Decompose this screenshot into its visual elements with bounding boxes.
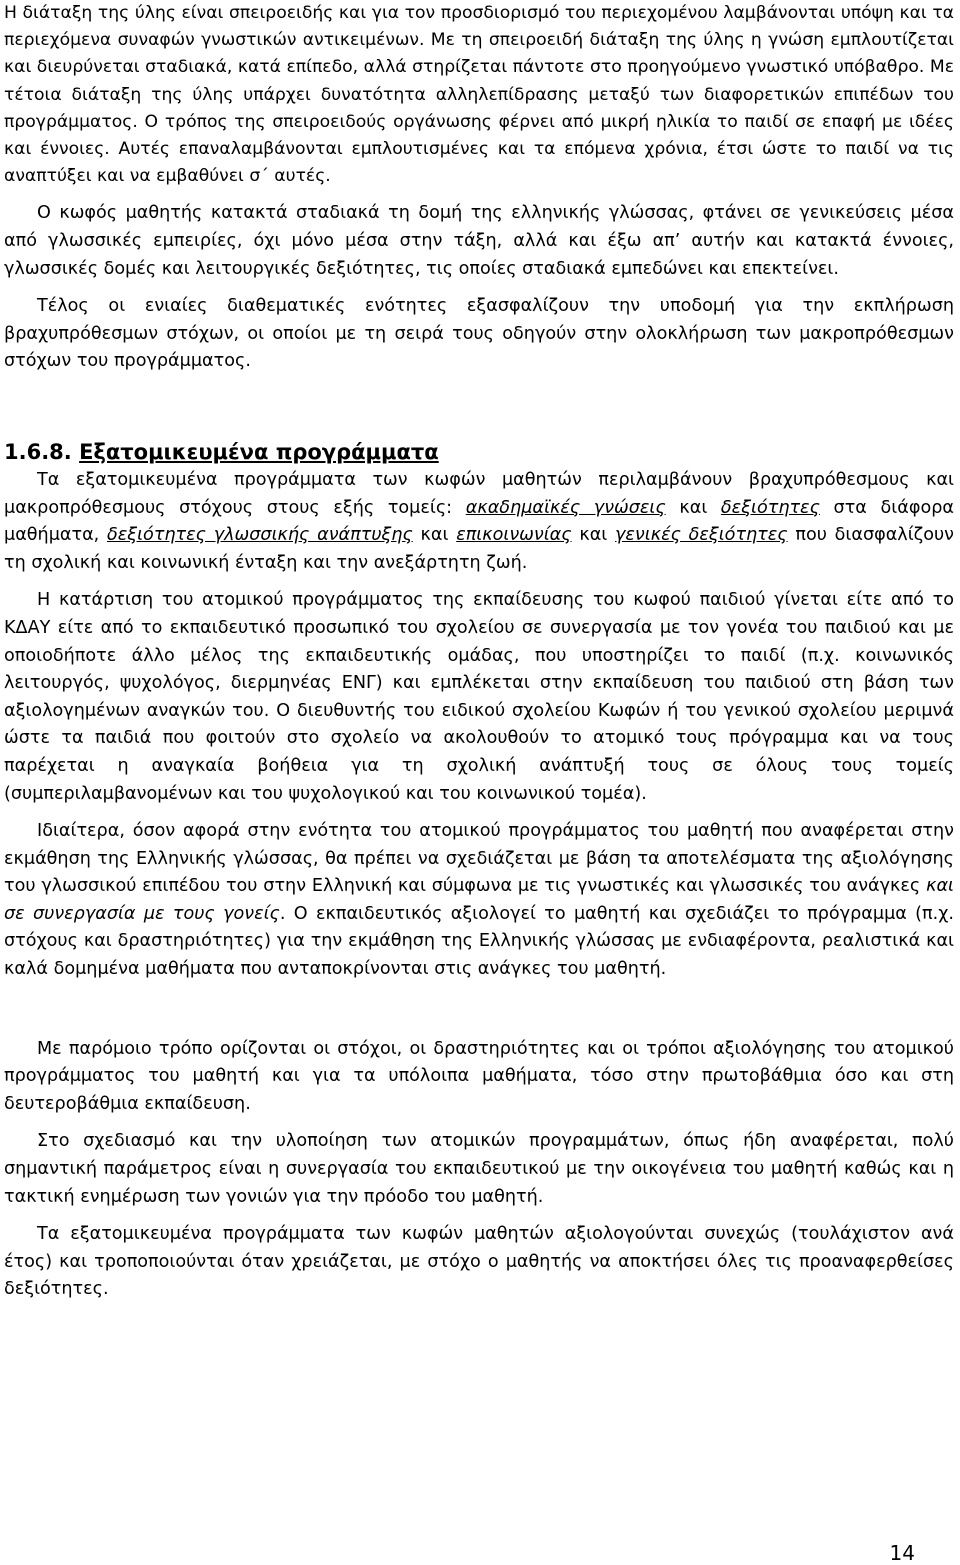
text-run: και (665, 497, 721, 518)
text-run: και (412, 525, 457, 546)
emphasis-academic-knowledge: ακαδημαϊκές γνώσεις (465, 497, 666, 518)
paragraph-deaf-student-language: Ο κωφός μαθητής κατακτά σταδιακά τη δομή της ελληνικής γλώσσας, φτάνει σε γενικεύσεις μέσα από γλωσσικές εμπειρίες, όχι μόνο μέσα στην τάξη, αλλά και έξω απ’ αυτήν και κατακτά έννοιες, γλωσσικές δομές και λειτουργικές δεξιότητες, τις οποίες σταδιακά εμπεδώνει και επεκτείνει. (4, 203, 954, 279)
paragraph-spiral-structure: Η διάταξη της ύλης είναι σπειροειδής και για τον προσδιορισμό του περιεχομένου λαμβάνονται υπόψη και τα περιεχόμενα συναφών γνωστικών αντικειμένων. Με τη σπειροειδή διάταξη της ύλης η γνώση εμπλουτίζεται και διευρύνεται σταδιακά, κατά επίπεδο, αλλά στηρίζεται πάντοτε στο προηγούμενο γνωστικό υπόβαθρο. Με τέτοια διάταξη της ύλης υπάρχει δυνατότητα αλληλεπίδρασης μεταξύ των διαφορετικών επιπέδων του προγράμματος. Ο τρόπος της σπειροειδούς οργάνωσης φέρνει από μικρή ηλικία το παιδί σε επαφή με ιδέες και έννοιες. Αυτές επαναλαμβάνονται εμπλουτισμένες και τα επόμενα χρόνια, έτσι ώστε το παιδί να τις αναπτύξει και να εμβαθύνει σ΄ αυτές. (4, 3, 954, 187)
text-run: Ιδιαίτερα, όσον αφορά στην ενότητα του ατομικού προγράμματος του μαθητή που αναφέρεται στην εκμάθηση της Ελληνικής γλώσσας, θα πρέπει να σχεδιάζεται με βάση τα αποτελέσματα της αξιολόγησης του γλωσσικού επιπέδου του στην Ελληνική και σύμφωνα με τις γνωστικές και γλωσσικές του ανάγκες (4, 821, 954, 897)
section-title: Εξατομικευμένα προγράμματα (79, 439, 439, 464)
emphasis-language-skills: δεξιότητες γλωσσικής ανάπτυξης (107, 525, 413, 546)
paragraph-other-subjects: Με παρόμοιο τρόπο ορίζονται οι στόχοι, οι δραστηριότητες και οι τρόποι αξιολόγησης του ατομικού προγράμματος του μαθητή και για τα υπόλοιπα μαθήματα, τόσο στην πρωτοβάθμια όσο και στη δευτεροβάθμια εκπαίδευση. (4, 1038, 954, 1114)
paragraph-evaluation: Τα εξατομικευμένα προγράμματα των κωφών μαθητών αξιολογούνται συνεχώς (τουλάχιστον ανά έτος) και τροποποιούνται όταν χρειάζεται, με στόχο ο μαθητής να αποκτήσει όλες τις προαναφερθείσες δεξιότητες. (4, 1224, 954, 1300)
section-number: 1.6.8. (4, 439, 72, 464)
emphasis-parent-cooperation: και σε συνεργασία με τους γονείς (4, 876, 954, 924)
text-run: Τα εξατομικευμένα προγράμματα των κωφών μαθητών περιλαμβάνουν βραχυπρόθεσμους και μακροπρόθεσμους στόχους στους εξής τομείς: (4, 469, 954, 518)
page-number: 14 (889, 1541, 915, 1565)
paragraph-thematic-units: Τέλος οι ενιαίες διαθεματικές ενότητες εξασφαλίζουν την υποδομή για την εκπλήρωση βραχυπρόθεσμων στόχων, οι οποίοι με τη σειρά τους οδηγούν στην ολοκλήρωση των μακροπρόθεσμων στόχων του προγράμματος. (4, 296, 954, 372)
emphasis-skills: δεξιότητες (720, 497, 820, 518)
paragraph-family-cooperation: Στο σχεδιασμό και την υλοποίηση των ατομικών προγραμμάτων, όπως ήδη αναφέρεται, πολύ σημαντική παράμετρος είναι η συνεργασία του εκπαιδευτικού με την οικογένεια του μαθητή καθώς και η τακτική ενημέρωση των γονιών για την πρόοδο του μαθητή. (4, 1131, 954, 1207)
paragraph-individual-programs (4, 467, 954, 577)
emphasis-communication: επικοινωνίας (456, 525, 572, 546)
text-run: . Ο εκπαιδευτικός αξιολογεί το μαθητή και σχεδιάζει το πρόγραμμα (π.χ. στόχους και δραστηριότητες) για την εκμάθηση της Ελληνικής γλώσσας με ενδιαφέροντα, ρεαλιστικά και καλά δομημένα μαθήματα που ανταποκρίνονται στις ανάγκες του μαθητή. (4, 903, 954, 980)
document-page (4, 0, 954, 1304)
paragraph-program-preparation: Η κατάρτιση του ατομικού προγράμματος της εκπαίδευσης του κωφού παιδιού γίνεται είτε από το ΚΔΑΥ είτε από το εκπαιδευτικό προσωπικό του σχολείου σε συνεργασία με τον γονέα του παιδιού και με οποιοδήποτε άλλο μέλος της εκπαιδευτικής ομάδας, που υποστηρίζει το παιδί (π.χ. κοινωνικός λειτουργός, ψυχολόγος, διερμηνέας ΕΝΓ) και εμπλέκεται στην εκπαίδευση του παιδιού στη βάση των αξιολογημένων αναγκών του. Ο διευθυντής του ειδικού σχολείου Κωφών ή του γενικού σχολείου μεριμνά ώστε τα παιδιά που φοιτούν στο σχολείο να ακολουθούν το ατομικό τους πρόγραμμα και να τους παρέχεται η αναγκαία βοήθεια για τη σχολική ανάπτυξή τους σε όλους τους τομείς (συμπεριλαμβανομένων και του ψυχολογικού και του κοινωνικού τομέα). (4, 590, 954, 804)
text-run: που διασφαλίζουν τη σχολική και κοινωνική ένταξη και την ανεξάρτητη ζωή. (4, 525, 955, 573)
text-run: στα διάφορα μαθήματα, (4, 497, 954, 546)
emphasis-general-skills: γενικές δεξιότητες (615, 525, 788, 546)
paragraph-greek-language (4, 818, 954, 984)
text-run: και (571, 525, 615, 546)
section-heading (4, 437, 954, 467)
